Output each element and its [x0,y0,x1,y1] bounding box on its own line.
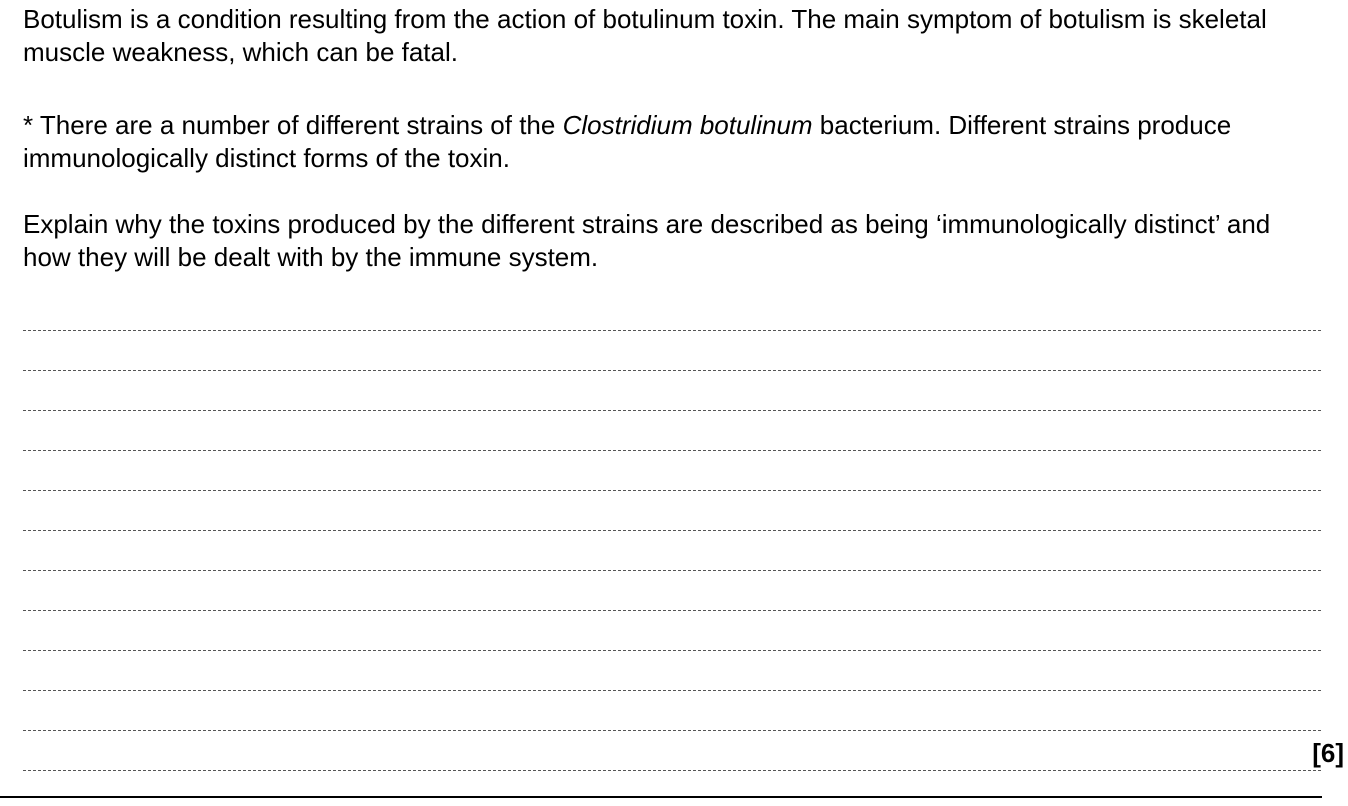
marks-label: [6] [1312,738,1344,768]
answer-line[interactable] [23,450,1321,451]
species-name: Clostridium botulinum [562,110,813,140]
question-prompt: Explain why the toxins produced by the different strains are described as being ‘immunologically distinct’ and how they will be dealt with by the immune system. [23,209,1271,272]
answer-line[interactable] [23,770,1321,771]
answer-line[interactable] [23,610,1321,611]
answer-line[interactable] [23,370,1321,371]
intro-paragraph: Botulism is a condition resulting from the action of botulinum toxin. The main symptom of botulism is skeletal muscle weakness, which can be fatal. [23,4,1267,67]
strains-paragraph [23,109,1323,175]
answer-line[interactable] [23,330,1321,331]
strains-prefix: * There are a number of different strains of the [23,110,563,140]
answer-line[interactable] [23,650,1321,651]
bottom-rule [0,796,1322,798]
answer-line[interactable] [23,490,1321,491]
answer-line[interactable] [23,690,1321,691]
answer-line[interactable] [23,530,1321,531]
strains-suffix: bacterium. Different strains produce immunologically distinct forms of the toxin. [23,110,1232,173]
answer-line[interactable] [23,570,1321,571]
answer-line[interactable] [23,730,1321,731]
answer-line[interactable] [23,410,1321,411]
